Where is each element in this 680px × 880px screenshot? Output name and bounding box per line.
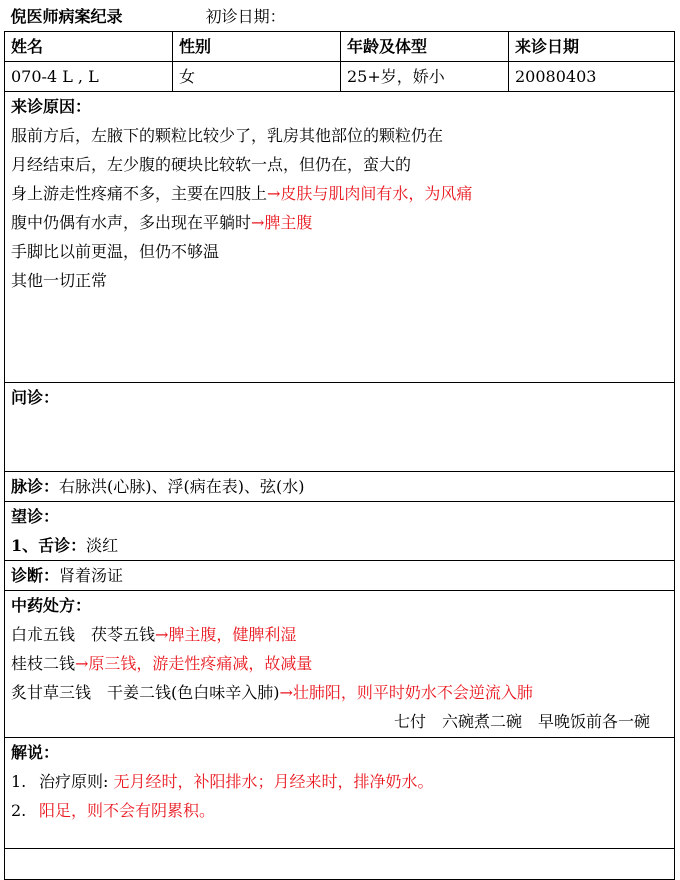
- reason-line-text: 服前方后，左腋下的颗粒比较少了，乳房其他部位的颗粒仍在: [11, 126, 444, 145]
- reason-line: [11, 179, 668, 208]
- prescription-line-note: 原三钱，游走性疼痛减，故减量: [88, 654, 313, 673]
- pulse-section: [5, 472, 675, 502]
- explanation-label: 解说：: [11, 743, 60, 762]
- pulse-text: 右脉洪(心脉)、浮(病在表)、弦(水): [59, 477, 305, 496]
- case-record-table: [4, 2, 675, 880]
- col-name-header: 姓名: [5, 32, 173, 62]
- explanation-item: [11, 796, 668, 825]
- reason-lines: [11, 121, 668, 295]
- reason-line-note: 脾主腹: [264, 213, 313, 232]
- explanation-item-prefix: 治疗原则:: [39, 772, 114, 791]
- patient-name: 070-4 L , L: [5, 62, 173, 92]
- arrow-right-icon: →: [251, 213, 265, 232]
- prescription-line-text: 桂枝二钱: [11, 654, 76, 673]
- diagnosis-section: [5, 561, 675, 591]
- tongue-label: 1、舌诊：: [11, 536, 87, 555]
- arrow-right-icon: →: [279, 683, 293, 702]
- arrow-right-icon: →: [267, 184, 281, 203]
- prescription-section: [5, 591, 675, 738]
- record-title: 倪医师病案纪录: [10, 7, 123, 26]
- prescription-line: [11, 649, 668, 678]
- patient-age-build: 25+岁，娇小: [341, 62, 509, 92]
- col-date-header: 来诊日期: [509, 32, 675, 62]
- title-row: [5, 2, 675, 32]
- next-section-row: [5, 849, 675, 880]
- reason-line-text: 手脚比以前更温，但仍不够温: [11, 242, 220, 261]
- reason-section: [5, 92, 675, 383]
- prescription-line: [11, 620, 668, 649]
- patient-row: [5, 62, 675, 92]
- prescription-line-note: 脾主腹，健脾利湿: [168, 625, 297, 644]
- col-sex-header: 性别: [173, 32, 341, 62]
- first-visit-label: 初诊日期：: [205, 7, 286, 26]
- reason-line-text: 身上游走性疼痛不多，主要在四肢上: [11, 184, 268, 203]
- tongue-text: 淡红: [86, 536, 119, 555]
- prescription-label: 中药处方：: [11, 596, 92, 615]
- reason-line-text: 月经结束后，左少腹的硬块比较软一点，但仍在，蛮大的: [11, 155, 412, 174]
- reason-line-text: 腹中仍偶有水声，多出现在平躺时: [11, 213, 252, 232]
- diagnosis-text: 肾着汤证: [59, 566, 124, 585]
- prescription-line-note: 壮肺阳，则平时奶水不会逆流入肺: [292, 683, 533, 702]
- reason-line-text: 其他一切正常: [11, 271, 108, 290]
- prescription-line-text: 白朮五钱 茯苓五钱: [11, 625, 156, 644]
- inquiry-section: [5, 383, 675, 472]
- pulse-label: 脉诊：: [11, 477, 60, 496]
- reason-line: [11, 237, 668, 266]
- explanation-section: [5, 738, 675, 849]
- reason-label: 来诊原因：: [11, 97, 92, 116]
- prescription-line-text: 炙甘草三钱 干姜二钱(色白味辛入肺): [11, 683, 280, 702]
- prescription-lines: [11, 620, 668, 707]
- dosage-instructions: 七付 六碗煮二碗 早晚饭前各一碗: [393, 712, 650, 731]
- header-row: [5, 32, 675, 62]
- look-section: [5, 502, 675, 561]
- arrow-right-icon: →: [155, 625, 169, 644]
- patient-sex: 女: [173, 62, 341, 92]
- reason-line-note: 皮肤与肌肉间有水，为风痛: [280, 184, 473, 203]
- explanation-items: [11, 767, 668, 825]
- reason-line: [11, 150, 668, 179]
- prescription-line: [11, 678, 668, 707]
- explanation-item-text: 阳足，则不会有阴累积。: [39, 801, 216, 820]
- explanation-item-number: 2.: [11, 801, 27, 820]
- arrow-right-icon: →: [75, 654, 89, 673]
- explanation-item-number: 1.: [11, 772, 27, 791]
- case-record-page: [4, 2, 674, 880]
- col-age-header: 年龄及体型: [341, 32, 509, 62]
- diagnosis-label: 诊断：: [11, 566, 60, 585]
- explanation-item-text: 无月经时，补阳排水；月经来时，排净奶水。: [113, 772, 434, 791]
- reason-line: [11, 266, 668, 295]
- reason-line: [11, 208, 668, 237]
- reason-line: [11, 121, 668, 150]
- inquiry-label: 问诊：: [11, 388, 60, 407]
- visit-date: 20080403: [509, 62, 675, 92]
- explanation-item: [11, 767, 668, 796]
- look-label: 望诊：: [11, 507, 60, 526]
